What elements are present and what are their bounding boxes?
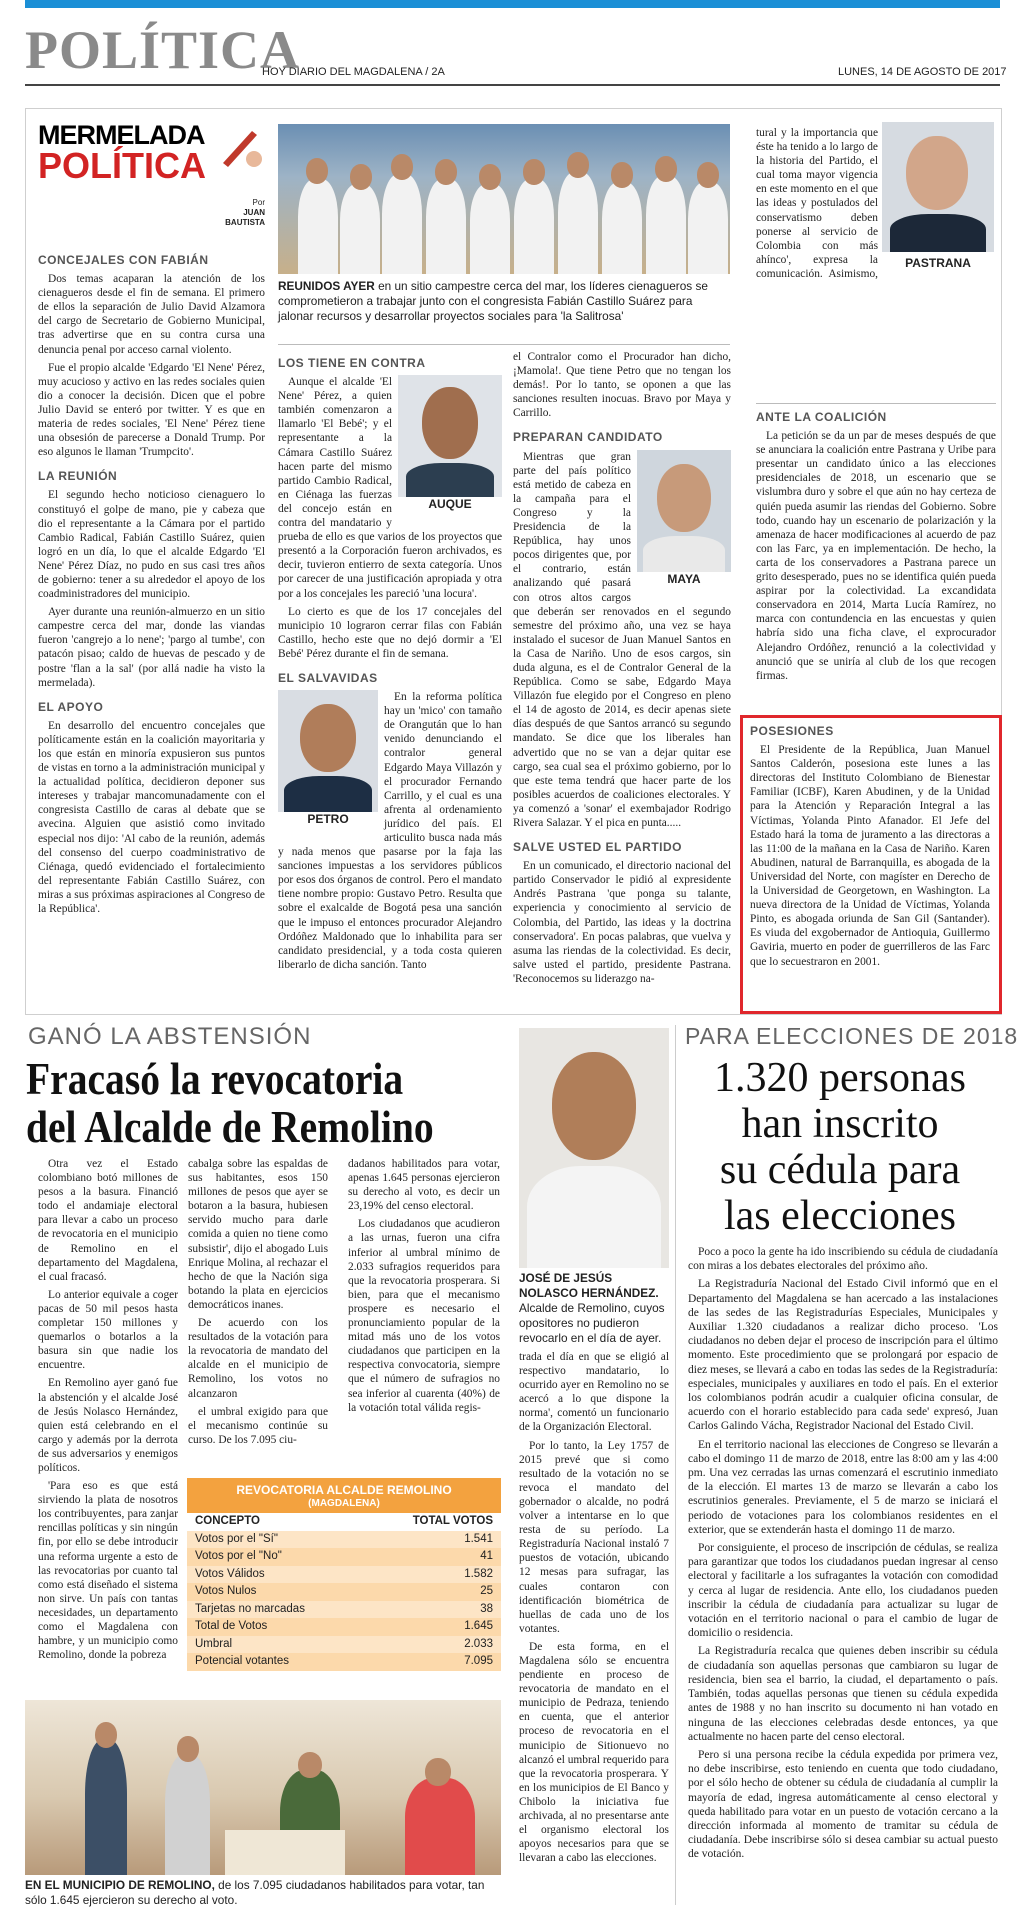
heading-coalicion: ANTE LA COALICIÓN	[756, 410, 887, 424]
col3-paragraph: En un comunicado, el directorio nacional del partido Conservador le pidió al expresidente Andrés Pastrana 'que ponga su talante, experiencia y conocimiento al servicio de Colombia, del Partido, las ideas y la doctrina conservadora'. En pocas palabras, que vuelva y asuma las riendas de la colectividad. Es decir, salve usted el partido, presidente Pastrana. 'Reconocemos su liderazgo na-	[513, 860, 731, 985]
mayor-photo-caption	[519, 1271, 669, 1346]
table-row	[187, 1566, 501, 1584]
table-row	[187, 1636, 501, 1654]
col4-paragraph: El Presidente de la República, Juan Manuel Santos Calderón, posesiona este lunes a las directoras del Instituto Colombiano de Bienestar Familiar (ICBF), Karen Abudinen, y de la Unidad para la Atención y Reparación Integral a las Víctimas, Yolanda Pinto Afanador. El Jefe del Estado hará la toma de juramento a las directoras a las 11:00 de la mañana en la Casa de Nariño. Karen Abudinen, natural de Barranquilla, es abogada de la Universidad del Norte, con magíster en Derecho de la Universidad de Georgetown, en Washington. La nueva directora de la Unidad de Víctimas, Yolanda Pinto, es abogada oriunda de San Gil (Santander). Es viuda del exgobernador de Antioquia, Guillermo Gaviria, muerto en poder de guerrilleros de las Farc que lo secuestraron en 2001.	[750, 744, 990, 968]
caption-text: Alcalde de Remolino, cuyos opositores no pudieron revocarlo en el día de ayer.	[519, 1301, 665, 1345]
story1-paragraph: Por lo tanto, la Ley 1757 de 2015 prevé que si como resultado de la votación no se revoca el mandato del gobernador o alcalde, no podrá volver a intentarse en lo que resta de su período. La Registraduría Nacional instaló 7 puestos de votación, ubicando 12 mesas para sufragar, las cuales contaron con identificación biométrica de huellas de cada uno de los votantes.	[519, 1439, 669, 1635]
caption-text: en un sitio campestre cerca del mar, los líderes cienagueros se comprometieron a trabajar junto con el congresista Fabián Castillo Suárez para jalonar recursos y desarrollar proyectos sociales para 'la Salitrosa'	[278, 279, 708, 323]
posesiones-text	[750, 718, 990, 1006]
petro-name: PETRO	[307, 812, 349, 827]
story1-paragraph: Los ciudadanos que acudieron a las urnas, fueron una cifra inferior al umbral mínimo de 2.033 sufragios requeridos para que la revocatoria prosperara. Si bien, para que el mecanismo prospere es necesario el pronunciamiento popular de la mitad más uno de los votos ciudadanos que participen en la respectiva convocatoria, siempre que el número de sufragios no sea inferior al cuarenta (40%) de la votación total válida regis-	[348, 1218, 500, 1414]
row-value: 2.033	[464, 1637, 493, 1650]
story1-col2	[188, 1157, 328, 1475]
divider	[278, 344, 730, 345]
story1-paragraph: Lo anterior equivale a coger pacas de 50 mil pesos hasta completar 150 millones y quemarlos o botarlos a la basura sin que nadie los encuentre.	[38, 1288, 178, 1372]
col1-paragraph: Dos temas acaparan la atención de los cienagueros desde el fin de semana. El primero de ellos la separación de Julio David Alzamora del cargo de Secretario de Gobierno Municipal, tras advertirse que en su contra cursa una denuncia penal por acceso carnal violento.	[38, 273, 265, 356]
column-3	[513, 350, 731, 1010]
table-title: REVOCATORIA ALCALDE REMOLINO	[236, 1483, 452, 1497]
col4-paragraph: tural y la importancia que éste ha tenido a lo largo de la historia del Partido, el cual toma mayor vigencia en este momento en el que las ideas y postulados del conservatismo deben ponerse al servicio de Colombia con más ahínco', expresa la comunicación. Asimismo,	[756, 127, 878, 280]
col1-paragraph: En desarrollo del encuentro concejales que políticamente están en la coalición mayoritaria y los que están en minoría expusieron sus puntos de vistas en torno a la administración municipal y la actualidad política, decidieron deponer sus intereses y trabajar mancomunadamente con el congresista Castillo de caras al debate que se avecina. Alguien que asistió como invitado especial nos dijo: 'Al cabo de la reunión, además del consenso del cuerpo coadministrativo de Ciénaga, quedó evidenciado el fortalecimiento del representante Fabián Castillo Suárez, con miras a sus próximas aspiraciones al Congreso de la República'.	[38, 719, 265, 916]
row-label: Votos Nulos	[195, 1585, 257, 1597]
row-value: 38	[480, 1602, 493, 1615]
table-row	[187, 1531, 501, 1549]
row-label: Potencial votantes	[195, 1655, 289, 1667]
col3-paragraph: Mientras que gran parte del país político está metido de cabeza en la campaña para el Congreso y la Presidencia de la República, hay unos pocos dirigentes que, por el contrario, están analizando qué pasará con otros altos cargos que deberán ser renovados en el segundo semestre del próximo año, una vez se haya instalado el sucesor de Juan Manuel Santos en la Casa de Nariño. Uno de esos cargos, sin duda alguna, es el de Contralor General de la República. Como se sabe, Edgardo Maya Villazón fue elegido por el Congreso en pleno el 14 de agosto de 2014, es decir apenas siete días después de que Santos arrancó su segundo mandato. Se dice que los liberales han advertido que no se van a dejar quitar ese cargo, sea cual sea el próximo gobierno, por lo que este tema tendrá que hacer parte de los posibles acuerdos de coaliciones electorales. Y ya comenzó a 'sonar' el exembajador Rodrigo Rivera Salazar. Y el pica en punta.....	[513, 450, 731, 829]
publication-date: LUNES, 14 DE AGOSTO DE 2017	[838, 66, 1007, 78]
story1-paragraph: trada el día en que se eligió al respectivo mandatario, lo ocurrido ayer en Remolino no se acercó a lo que dispone la norma', comentó un funcionario de la Organización Electoral.	[519, 1351, 669, 1434]
logo-line2: POLÍTICA	[38, 145, 206, 186]
byline-pre: Por	[252, 198, 265, 207]
section-title: POLÍTICA	[25, 20, 301, 80]
col1-paragraph: Ayer durante una reunión-almuerzo en un sitio campestre cerca del mar, donde las viandas fueron 'cangrejo a lo nene'; 'pargo al tumbe', con patacón pisao; caldo de huevas de pescado y de postre 'flan a la sal' (por allá nadie ha visto la mermelada).	[38, 606, 265, 689]
maya-photo	[637, 450, 731, 572]
story1-paragraph: 'Para eso es que está sirviendo la plata de nosotros los contribuyentes, para zanjar rencillas políticas y sin ningún fin, por ello se debe introducir una reforma urgente a esto de las revocatorias por cuanto tal como está diseñado el sistema non sirve. Un país con tantas necesidades, un departamento como el Magdalena con hambre, y un municipio como Remolino, donde la pobreza	[38, 1480, 178, 1662]
auque-photo	[398, 375, 502, 497]
heading-reunion: LA REUNIÓN	[38, 469, 118, 484]
headline-line: 1.320 personas	[714, 1055, 966, 1101]
column-byline	[200, 198, 265, 228]
story1-col1	[38, 1157, 178, 1677]
pastrana-photo	[882, 122, 994, 252]
story2-paragraph: Por consiguiente, el proceso de inscripción de cédulas, se realiza para garantizar que todos los ciudadanos puedan ingresar al censo electoral y facilitarle a los sufragantes la votación con comodidad y cerca al lugar de residencia. Ante ello, los ciudadanos pueden inscribir la cédula de ciudadanía para actualizar su lugar de votación en el territorio nacional o para el cambio de lugar de domicilio o residencia.	[688, 1542, 998, 1640]
story2-headline	[680, 1055, 1000, 1239]
column-4-middle	[756, 400, 996, 705]
row-value: 41	[480, 1550, 493, 1562]
logo-line1: MERMELADA	[38, 120, 205, 150]
col3-paragraph: el Contralor como el Procurador han dicho, ¡Mamola!. Que tiene Petro que no tengan los demás!. Por lo tanto, se oponen a que las sanciones resulten inocuas. Bravo por Maya y Carrillo.	[513, 351, 731, 420]
story1-headline	[26, 1055, 508, 1151]
top-accent-bar	[25, 0, 1000, 8]
story1-paragraph: En Remolino ayer ganó fue la abstención y el alcalde José de Jesús Nolasco Hernández, quien está celebrando en el cargo y además por la derrota de sus adversarios y enemigos políticos.	[38, 1377, 178, 1474]
row-label: Votos por el "Sí"	[195, 1532, 278, 1545]
row-value: 1.645	[464, 1620, 493, 1632]
publication-name: HOY DIARIO DEL MAGDALENA / 2A	[262, 66, 445, 78]
heading-preparan: PREPARAN CANDIDATO	[513, 430, 663, 445]
byline-name2: BAUTISTA	[225, 218, 265, 227]
col4-paragraph: La petición se da un par de meses después de que se anunciara la coalición entre Pastrana y Uribe para presentar un candidato único a las elecciones presidenciales de 2018, un escenario que se vislumbra duro y sobre el que aún no hay certeza de quién pueda asumir las riendas del Gobierno. Sobre todo, cuando hay un escenario de polarización y la amenaza de hacer modificaciones al acuerdo de paz con las Farc, ya en implementación. De hecho, la carta de los conservadores a Pastrana parece un grito desesperado, pues no se identifica quién pueda aspirar por la colectividad. La excandidata conservadora en 2014, Marta Lucía Ramírez, no marca con contundencia en las encuestas y quien habría sido una ficha clave, el exprocurador Alejandro Ordóñez, renunció a la colectividad y anunció que se uniría al club de los que recogen firmas.	[756, 430, 996, 682]
table-row	[187, 1583, 501, 1601]
row-label: Votos por el "No"	[195, 1550, 282, 1562]
table-row	[187, 1653, 501, 1671]
story1-kicker: GANÓ LA ABSTENSIÓN	[28, 1023, 312, 1050]
table-header	[187, 1478, 501, 1513]
byline-name1: JUAN	[243, 208, 265, 217]
heading-salve: SALVE USTED EL PARTIDO	[513, 840, 683, 855]
story1-paragraph: De acuerdo con los resultados de la votación para la revocatoria de mandato del alcalde en el municipio de Remolino, los votos no alcanzaron	[188, 1317, 328, 1400]
story2-paragraph: En el territorio nacional las elecciones de Congreso se llevarán a cabo el domingo 11 de marzo de 2018, entre las 8:00 am y las 4:00 pm. Una vez cerradas las urnas comenzará el escrutinio inmediato de la elección. El martes 13 de marzo se llevarán a cabo los escrutinios generales. Previamente, el 5 de marzo se iniciará el periodo de votaciones para los colombianos residentes en el exterior, que se extenderán hasta el domingo 11 de marzo.	[688, 1438, 998, 1536]
col1-paragraph: El segundo hecho noticioso cienaguero lo constituyó el golpe de mano, pie y cabeza que dio el representante a la Cámara por el partido Cambio Radical, Fabián Castillo Suárez, quien logró en un día, lo que el alcalde Edgardo 'El Nene' Pérez Díaz, no pudo en sus casi tres años de gobierno: tener a su alrededor el apoyo de los coadministradores del municipio.	[38, 489, 265, 601]
petro-photo	[278, 690, 378, 812]
column-2	[278, 346, 502, 1010]
column-1	[38, 245, 265, 1010]
results-table	[187, 1478, 501, 1688]
col2-paragraph: En la reforma política hay un 'mico' con tamaño de Orangután que lo han venido denunciando el contralor general Edgardo Maya Villazón y el procurador Fernando Carrillo, y el cual es una afrenta al ordenamiento jurídico del país. El articulito busca nada más y nada menos que pasarse por la faja las sanciones impuestas a los servidores públicos por esos dos órganos de control. Pero el mandato tiene nombre propio: Gustavo Petro. Resulta que sobre el exalcalde de Bogotá pesa una sanción que le impuso el entonces procurador Alejandro Ordóñez Maldonado que lo inhabilita para ser candidato presidencial, y a toda costa quieren liberarlo de dicha sanción. Tanto	[278, 691, 502, 971]
headline-line: han inscrito	[741, 1101, 939, 1147]
headline-line: las elecciones	[723, 1193, 957, 1239]
headline-line: su cédula para	[719, 1147, 961, 1193]
group-photo-caption	[278, 279, 730, 324]
heading-posesiones: POSESIONES	[750, 724, 834, 738]
col2-paragraph: Lo cierto es que de los 17 concejales del municipio 10 lograron cerrar filas con Fabián Castillo, hecho este que no dejó dormir a 'El Bebé' Pérez durante el fin de semana.	[278, 605, 502, 660]
table-row	[187, 1601, 501, 1619]
story2-paragraph: La Registraduría recalca que quienes deben inscribir su cédula de ciudadanía son aquellas personas que cambiaron su lugar de residencia, bien sea el barrio, la ciudad, el departamento o país. También, todas aquellas personas que tienen su cédula expedida antes de 1988 y no han inscrito su documento ni han votado en ninguna de las elecciones celebradas desde entonces, ya que actualmente no hacen parte del censo electoral.	[688, 1645, 998, 1743]
story2-paragraph: Poco a poco la gente ha ido inscribiendo su cédula de ciudadanía con miras a los debates electorales del próximo año.	[688, 1246, 998, 1273]
mayor-photo	[519, 1028, 669, 1268]
voting-center-photo	[25, 1700, 501, 1875]
caption-text: de los 7.095 ciudadanos habilitados para votar, tan sólo 1.645 ejercieron su derecho al voto.	[25, 1878, 485, 1907]
row-value: 25	[480, 1585, 493, 1597]
headline-line: del Alcalde de Remolino	[26, 1101, 434, 1152]
caption-lead: REUNIDOS AYER	[278, 279, 375, 293]
auque-photo-block	[398, 375, 502, 513]
header-rule	[25, 84, 1000, 86]
row-label: Total de Votos	[195, 1620, 268, 1632]
group-photo	[278, 124, 730, 274]
pen-hand-icon	[218, 125, 262, 169]
column-logo	[38, 120, 265, 198]
row-value: 7.095	[464, 1655, 493, 1667]
row-label: Tarjetas no marcadas	[195, 1602, 305, 1615]
caption-lead: JOSÉ DE JESÚS NOLASCO HERNÁNDEZ.	[519, 1271, 659, 1300]
col-total: TOTAL VOTOS	[412, 1515, 493, 1527]
table-column-headers	[187, 1513, 501, 1531]
story1-paragraph: De esta forma, en el Magdalena sólo se encuentra pendiente en proceso de revocatoria de mandato en el municipio de Pedraza, teniendo en cuenta, que el anterior proceso de revocatoria en el municipio de Sitionuevo no alcanzó el umbral requerido para que la revocatoria prosperara. Y en los municipios de El Banco y Chibolo la iniciativa fue archivada, al no presentarse ante el organismo electoral los apoyos necesarios para que se llevaran a cabo las elecciones.	[519, 1640, 669, 1865]
story1-col3	[348, 1157, 500, 1475]
col-concept: CONCEPTO	[195, 1515, 260, 1527]
story2-paragraph: Pero si una persona recibe la cédula expedida por primera vez, no debe inscribirse, esto teniendo en cuenta que todo ciudadano, por el sólo hecho de obtener su cédula de ciudadanía al cumplir la mayoría de edad, ingresa automáticamente al censo electoral y queda habilitado para votar en un puesto de votación cercano a la dirección informada al momento de tramitar su cédula de ciudadanía. Debe inscribirse sólo si desea cambiar su actual puesto de votación.	[688, 1748, 998, 1861]
story2-body	[688, 1245, 998, 1910]
heading-concejales: CONCEJALES CON FABIÁN	[38, 253, 209, 267]
row-label: Umbral	[195, 1637, 233, 1650]
pastrana-photo-block	[882, 122, 994, 277]
table-row	[187, 1618, 501, 1636]
heading-los-tiene: LOS TIENE EN CONTRA	[278, 356, 426, 370]
story-divider	[675, 1025, 676, 1905]
maya-photo-block	[637, 450, 731, 588]
column-4-top	[756, 126, 878, 281]
caption-lead: EN EL MUNICIPIO DE REMOLINO,	[25, 1878, 215, 1892]
story1-paragraph: dadanos habilitados para votar, apenas 1.645 personas ejercieron su derecho al voto, es decir un 23,19% del censo electoral.	[348, 1158, 500, 1213]
story1-paragraph: el umbral exigido para que el mecanismo continúe su curso. De los 7.095 ciu-	[188, 1405, 328, 1446]
col1-paragraph: Fue el propio alcalde 'Edgardo 'El Nene' Pérez, muy acucioso y activo en las redes sociales quien dio a conocer la decisión. Dicen que el pobre Julio David se enteró por twitter. Y es que en materia de redes sociales, 'El Nene' Pérez tiene una obsesión de parecerse a Donald Trump. Por eso algunos le llaman 'Trumpcito'.	[38, 361, 265, 459]
row-label: Votos Válidos	[195, 1567, 265, 1580]
story1-col4	[519, 1350, 669, 1910]
petro-photo-block	[278, 690, 378, 828]
table-subtitle: (MAGDALENA)	[308, 1498, 380, 1509]
story2-kicker: PARA ELECCIONES DE 2018	[685, 1023, 1019, 1049]
row-value: 1.582	[464, 1567, 493, 1580]
heading-apoyo: EL APOYO	[38, 699, 104, 714]
story1-paragraph: cabalga sobre las espaldas de sus habitantes, esos 150 millones de pesos que ayer se botaron a la basura, hubiesen servido mucho para darle comida a quien no tiene como subsistir', dijo el abogado Luis Enrique Molina, al rechazar el hecho de que la Nación siga botando la plata en ejercicios democráticos inanes.	[188, 1158, 328, 1311]
headline-line: Fracasó la revocatoria	[26, 1053, 404, 1104]
row-value: 1.541	[464, 1532, 493, 1545]
pastrana-name: PASTRANA	[905, 256, 971, 270]
maya-name: MAYA	[667, 571, 701, 586]
story1-paragraph: Otra vez el Estado colombiano botó millones de pesos a la basura. Financió todo el andamiaje electoral para llevar a cabo un proceso de revocatoria en el municipio de Remolino en el departamento del Magdalena, el cual fracasó.	[38, 1158, 178, 1283]
story2-paragraph: La Registraduría Nacional del Estado Civil informó que en el Departamento del Magdalena se han acercado a las instalaciones de las sedes de las Registradurías Especiales, Municipales y Auxiliar 1.320 ciudadanos a realizar dicho proceso. 'Los ciudadanos no deben dejar el proceso de inscripción para el último momento. Este procedimiento que se prolongará por espacio de diez meses, se llevará a cabo en todas las sedes de la Registraduría: especiales, municipales y auxiliares en todo el país. En el exterior los colombianos podrán acudir a cualquier oficina consular, de acuerdo con el horario establecido para cada sede' expresó, Juan Carlos Galindo Vácha, Registrador Nacional del Estado Civil.	[688, 1278, 998, 1433]
col2-paragraph: Aunque el alcalde 'El Nene' Pérez, a quien también comenzaron a llamarlo 'El Bebé'; y el representante a la Cámara Castillo Suárez hacen parte del mismo partido Cambio Radical, en Ciénaga las fuerzas del concejo están en contra del mandatario y prueba de ello es que varios de los proyectos que presentó a la Corporación fueron archivados, es decir, tuvieron entierro de sexta categoría. Unos por carecer de una justificación apropiada y otra por a los concejales les pareció 'una locura'.	[278, 376, 502, 600]
voting-photo-caption	[25, 1878, 501, 1908]
auque-name: AUQUE	[428, 497, 472, 512]
table-row	[187, 1548, 501, 1566]
heading-salvavidas: EL SALVAVIDAS	[278, 670, 378, 685]
